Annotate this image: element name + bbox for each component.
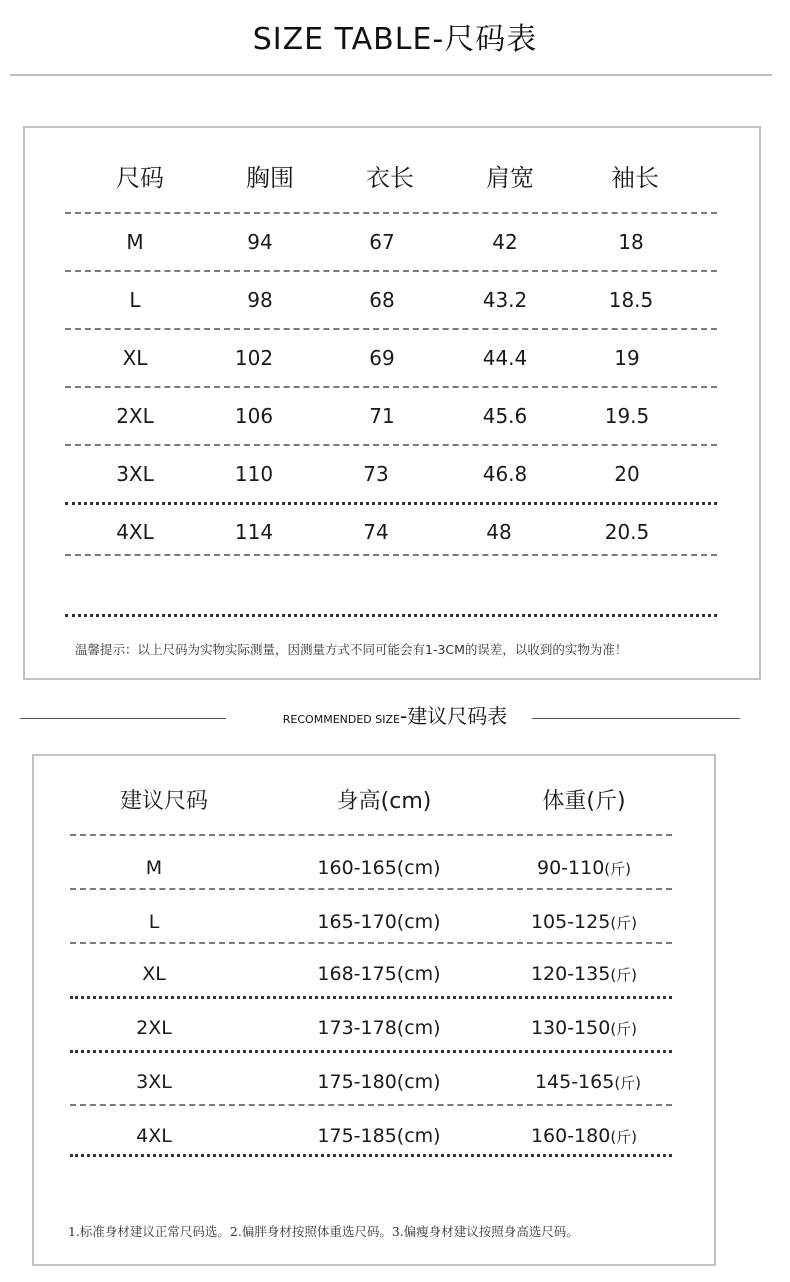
height-cell: 175-180(cm) xyxy=(317,1071,441,1093)
weight-cell: 145-165(斤) xyxy=(534,1071,642,1093)
header-sleeve: 袖长 xyxy=(611,164,659,192)
size-cell: 2XL xyxy=(116,404,154,428)
divider xyxy=(70,1050,672,1053)
table-row xyxy=(25,222,759,262)
divider xyxy=(70,888,672,890)
chest-cell: 106 xyxy=(234,404,274,428)
size-table xyxy=(23,126,761,680)
sleeve-cell: 20.5 xyxy=(604,520,650,544)
length-cell: 74 xyxy=(363,520,389,544)
divider xyxy=(65,270,717,272)
divider xyxy=(65,502,717,505)
sleeve-cell: 18 xyxy=(618,230,644,254)
chest-cell: 98 xyxy=(247,288,273,312)
divider xyxy=(65,386,717,388)
table-row xyxy=(34,1116,714,1156)
length-cell: 68 xyxy=(369,288,395,312)
table-row xyxy=(34,848,714,888)
page-title: SIZE TABLE-尺码表 xyxy=(252,22,538,57)
chest-cell: 102 xyxy=(234,346,274,370)
shoulder-cell: 43.2 xyxy=(482,288,528,312)
weight-cell: 90-110(斤) xyxy=(536,857,632,879)
size-cell: L xyxy=(148,911,160,933)
shoulder-cell: 44.4 xyxy=(482,346,528,370)
shoulder-cell: 46.8 xyxy=(482,462,528,486)
divider xyxy=(70,1104,672,1106)
shoulder-cell: 42 xyxy=(492,230,518,254)
size-cell: XL xyxy=(142,963,166,985)
weight-cell: 120-135(斤) xyxy=(530,963,638,985)
divider xyxy=(70,996,672,999)
divider xyxy=(70,942,672,944)
divider xyxy=(70,1154,672,1157)
height-cell: 165-170(cm) xyxy=(317,911,441,933)
chest-cell: 114 xyxy=(234,520,274,544)
divider xyxy=(65,328,717,330)
size-cell: 2XL xyxy=(136,1017,172,1039)
table-row xyxy=(34,1008,714,1048)
table-row xyxy=(25,512,759,552)
sleeve-cell: 19 xyxy=(614,346,640,370)
height-cell: 160-165(cm) xyxy=(317,857,441,879)
height-cell: 168-175(cm) xyxy=(317,963,441,985)
divider xyxy=(70,834,672,836)
size-cell: 3XL xyxy=(136,1071,172,1093)
weight-cell: 130-150(斤) xyxy=(530,1017,638,1039)
table-row xyxy=(25,338,759,378)
recommended-title xyxy=(0,700,790,729)
chest-cell: 110 xyxy=(234,462,274,486)
table-row xyxy=(34,954,714,994)
table-row xyxy=(34,1062,714,1102)
recommended-title-cn: -建议尺码表 xyxy=(399,704,508,728)
recommended-table xyxy=(32,754,716,1266)
subtitle-right-rule xyxy=(532,718,740,719)
header-shoulder: 肩宽 xyxy=(486,164,534,192)
recommended-title-en: RECOMMENDED SIZE xyxy=(282,713,400,726)
size-table-header xyxy=(25,158,759,198)
size-cell: M xyxy=(126,230,144,254)
size-cell: L xyxy=(129,288,141,312)
sleeve-cell: 18.5 xyxy=(608,288,654,312)
height-cell: 175-185(cm) xyxy=(317,1125,441,1147)
header-size: 尺码 xyxy=(116,164,164,192)
table-row xyxy=(25,280,759,320)
recommended-header xyxy=(34,782,714,822)
table-row xyxy=(34,902,714,942)
header-height: 身高(cm) xyxy=(336,789,432,814)
header-weight: 体重(斤) xyxy=(542,789,626,814)
chest-cell: 94 xyxy=(247,230,273,254)
shoulder-cell: 45.6 xyxy=(482,404,528,428)
table-row xyxy=(25,396,759,436)
size-cell: 4XL xyxy=(136,1125,172,1147)
shoulder-cell: 48 xyxy=(486,520,512,544)
table-row xyxy=(25,454,759,494)
header-chest: 胸围 xyxy=(246,164,294,192)
divider xyxy=(65,554,717,556)
header-recommended-size: 建议尺码 xyxy=(119,789,208,814)
size-cell: 4XL xyxy=(116,520,154,544)
length-cell: 71 xyxy=(369,404,395,428)
height-cell: 173-178(cm) xyxy=(317,1017,441,1039)
title-divider xyxy=(10,74,772,76)
size-cell: 3XL xyxy=(116,462,154,486)
weight-cell: 160-180(斤) xyxy=(530,1125,638,1147)
divider xyxy=(65,614,717,617)
size-cell: XL xyxy=(122,346,148,370)
size-note: 温馨提示：以上尺码为实物实际测量，因测量方式不同可能会有1-3CM的误差，以收到的实物为准！ xyxy=(75,642,628,657)
length-cell: 67 xyxy=(369,230,395,254)
divider xyxy=(65,444,717,446)
divider xyxy=(65,212,717,214)
header-length: 衣长 xyxy=(366,164,414,192)
length-cell: 69 xyxy=(369,346,395,370)
size-cell: M xyxy=(145,857,163,879)
sleeve-cell: 19.5 xyxy=(604,404,650,428)
weight-cell: 105-125(斤) xyxy=(530,911,638,933)
sleeve-cell: 20 xyxy=(614,462,640,486)
recommended-note: 1.标准身材建议正常尺码选。2.偏胖身材按照体重选尺码。3.偏瘦身材建议按照身高选尺码。 xyxy=(68,1224,579,1239)
length-cell: 73 xyxy=(363,462,389,486)
